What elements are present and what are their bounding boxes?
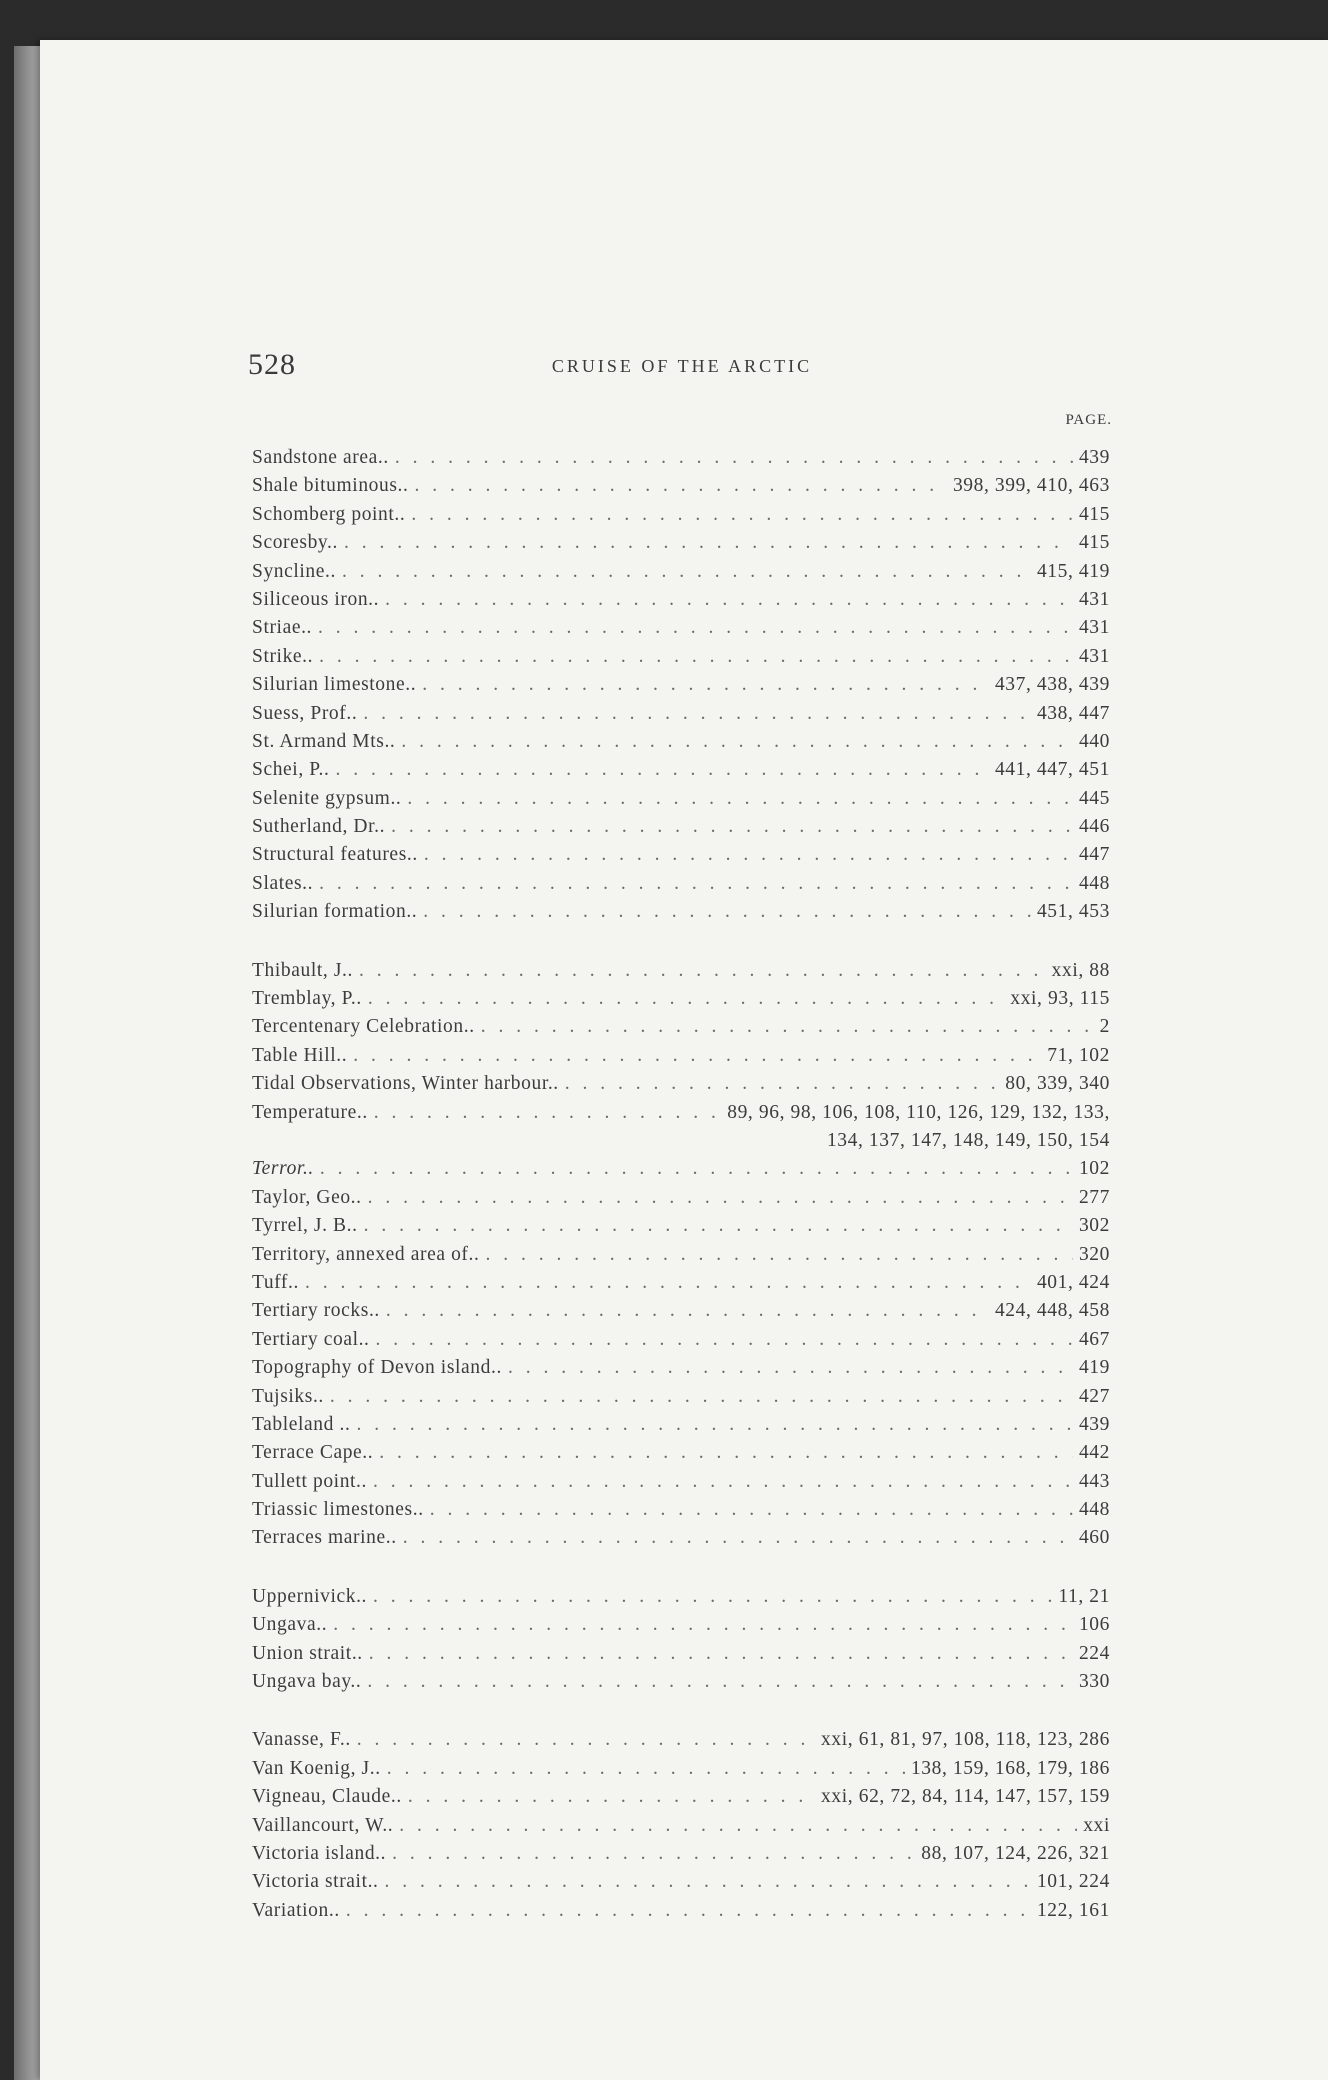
index-entry xyxy=(252,472,1110,500)
index-entry xyxy=(252,1042,1110,1070)
index-term: Territory, annexed area of.. xyxy=(252,1243,480,1265)
index-pages: 467 xyxy=(1078,1328,1110,1350)
dot-leader xyxy=(379,1439,1073,1467)
index-pages: 437, 438, 439 xyxy=(994,674,1110,696)
dot-leader xyxy=(342,558,1031,586)
index-pages: 446 xyxy=(1078,816,1110,838)
dot-leader xyxy=(415,472,947,500)
dot-leader xyxy=(387,1755,905,1783)
index-entry xyxy=(252,529,1110,557)
dot-leader xyxy=(364,1212,1073,1240)
index-entry xyxy=(252,957,1110,985)
index-term: Strike.. xyxy=(252,645,314,667)
index-term: Silurian limestone.. xyxy=(252,674,417,696)
index-pages: 431 xyxy=(1078,645,1110,667)
index-entry xyxy=(252,1812,1110,1840)
dot-leader xyxy=(422,671,989,699)
index-pages: 401, 424 xyxy=(1036,1271,1110,1293)
dot-leader xyxy=(401,728,1073,756)
index-entry xyxy=(252,501,1110,529)
dot-leader xyxy=(368,985,1005,1013)
index-pages: 442 xyxy=(1078,1442,1110,1464)
index-entry xyxy=(252,898,1110,926)
index-entry xyxy=(252,1269,1110,1297)
dot-leader xyxy=(411,501,1073,529)
index-pages: 419 xyxy=(1078,1357,1110,1379)
index-pages: xxi, 88 xyxy=(1051,959,1110,981)
index-pages: 80, 339, 340 xyxy=(1005,1073,1110,1095)
index-pages: xxi xyxy=(1083,1814,1110,1836)
index-entry xyxy=(252,700,1110,728)
index-entry xyxy=(252,1755,1110,1783)
index-term: Tullett point.. xyxy=(252,1470,368,1492)
index-term: Vanasse, F.. xyxy=(252,1729,351,1751)
index-term: Scoresby.. xyxy=(252,532,338,554)
index-entry xyxy=(252,1070,1110,1098)
index-entry xyxy=(252,1013,1110,1041)
index-pages: 320 xyxy=(1078,1243,1110,1265)
dot-leader xyxy=(330,1383,1073,1411)
index-term: Van Koenig, J.. xyxy=(252,1757,381,1779)
index-pages: 122, 161 xyxy=(1036,1899,1110,1921)
index-group xyxy=(252,957,1110,1553)
index-entry xyxy=(252,756,1110,784)
index-entry xyxy=(252,1640,1110,1668)
index-term: Schei, P.. xyxy=(252,759,330,781)
index-term: Slates.. xyxy=(252,872,314,894)
index-pages: 427 xyxy=(1078,1385,1110,1407)
dot-leader xyxy=(485,1241,1072,1269)
index-term: Triassic limestones.. xyxy=(252,1499,424,1521)
index-term: St. Armand Mts.. xyxy=(252,730,396,752)
index-entry xyxy=(252,1099,1110,1127)
index-term: Temperature.. xyxy=(252,1101,368,1123)
dot-leader xyxy=(481,1013,1094,1041)
index-entry xyxy=(252,870,1110,898)
index-term: Terraces marine.. xyxy=(252,1527,397,1549)
dot-leader xyxy=(373,1583,1052,1611)
dot-leader xyxy=(319,870,1073,898)
index-entry xyxy=(252,1297,1110,1325)
index-entry xyxy=(252,586,1110,614)
index-pages: 2 xyxy=(1099,1016,1110,1038)
index-pages: 415 xyxy=(1078,532,1110,554)
book-page xyxy=(40,40,1328,2080)
index-term: Selenite gypsum.. xyxy=(252,787,402,809)
index-pages: xxi, 62, 72, 84, 114, 147, 157, 159 xyxy=(821,1786,1110,1808)
index-entry xyxy=(252,1411,1110,1439)
dot-leader xyxy=(367,1668,1073,1696)
index-entry xyxy=(252,1212,1110,1240)
dot-leader xyxy=(391,813,1073,841)
dot-leader xyxy=(392,1840,915,1868)
dot-leader xyxy=(363,700,1031,728)
index-pages: 415 xyxy=(1078,503,1110,525)
index-term: Tertiary rocks.. xyxy=(252,1300,380,1322)
index-pages: 431 xyxy=(1078,617,1110,639)
index-entry xyxy=(252,1439,1110,1467)
index-group xyxy=(252,1726,1110,1925)
index-entry xyxy=(252,1496,1110,1524)
dot-leader xyxy=(353,1042,1041,1070)
dot-leader xyxy=(318,614,1073,642)
index-pages: 440 xyxy=(1078,730,1110,752)
index-pages: 448 xyxy=(1078,1499,1110,1521)
index-term: Victoria strait.. xyxy=(252,1871,379,1893)
index-entry xyxy=(252,1868,1110,1896)
index-pages: 71, 102 xyxy=(1047,1044,1110,1066)
index-pages: 11, 21 xyxy=(1058,1585,1110,1607)
index-entry xyxy=(252,1583,1110,1611)
index-term: Syncline.. xyxy=(252,560,336,582)
index-entry xyxy=(252,1726,1110,1754)
index-term: Tyrrel, J. B.. xyxy=(252,1215,358,1237)
index-term: Tremblay, P.. xyxy=(252,988,362,1010)
index-pages: 448 xyxy=(1078,872,1110,894)
index-term: Striae.. xyxy=(252,617,313,639)
dot-leader xyxy=(386,1297,989,1325)
index-entry xyxy=(252,1326,1110,1354)
index-entry xyxy=(252,1524,1110,1552)
index-term: Tidal Observations, Winter harbour.. xyxy=(252,1073,559,1095)
index-pages: 445 xyxy=(1078,787,1110,809)
index-entry xyxy=(252,813,1110,841)
dot-leader xyxy=(336,756,989,784)
index-term: Tableland .. xyxy=(252,1413,351,1435)
dot-leader xyxy=(408,1783,815,1811)
index-pages: xxi, 93, 115 xyxy=(1010,988,1110,1010)
dot-leader xyxy=(423,898,1031,926)
dot-leader xyxy=(403,1524,1073,1552)
index-entry xyxy=(252,1468,1110,1496)
index-entry xyxy=(252,614,1110,642)
index-term: Tuff.. xyxy=(252,1271,299,1293)
dot-leader xyxy=(333,1611,1073,1639)
index-pages: 438, 447 xyxy=(1036,702,1110,724)
dot-leader xyxy=(385,1868,1031,1896)
index-pages: 439 xyxy=(1078,1413,1110,1435)
index-term: Terror.. xyxy=(252,1158,314,1180)
index-pages: 102 xyxy=(1078,1158,1110,1180)
index-term: Silurian formation.. xyxy=(252,901,418,923)
index-pages: 138, 159, 168, 179, 186 xyxy=(910,1757,1110,1779)
dot-leader xyxy=(376,1326,1073,1354)
index-entry xyxy=(252,728,1110,756)
index-entry xyxy=(252,671,1110,699)
index-pages: 443 xyxy=(1078,1470,1110,1492)
index-term: Structural features.. xyxy=(252,844,418,866)
index-term: Sutherland, Dr.. xyxy=(252,816,386,838)
index-term: Schomberg point.. xyxy=(252,503,406,525)
dot-leader xyxy=(319,643,1073,671)
dot-leader xyxy=(373,1468,1073,1496)
index-pages: 106 xyxy=(1078,1614,1110,1636)
dot-leader xyxy=(359,957,1046,985)
index-pages: 89, 96, 98, 106, 108, 110, 126, 129, 132, 133, xyxy=(727,1101,1110,1123)
index-term: Ungava.. xyxy=(252,1614,328,1636)
dot-leader xyxy=(344,529,1073,557)
dot-leader xyxy=(368,1184,1073,1212)
index-entry xyxy=(252,841,1110,869)
index-term: Uppernivick.. xyxy=(252,1585,368,1607)
index-list xyxy=(252,444,1110,1925)
index-term: Vigneau, Claude.. xyxy=(252,1786,402,1808)
index-term: Suess, Prof.. xyxy=(252,702,358,724)
page-column-label: PAGE. xyxy=(1065,412,1112,428)
index-term: Table Hill.. xyxy=(252,1044,348,1066)
index-group xyxy=(252,1583,1110,1697)
index-entry xyxy=(252,1383,1110,1411)
index-pages: 460 xyxy=(1078,1527,1110,1549)
index-entry xyxy=(252,1783,1110,1811)
index-term: Taylor, Geo.. xyxy=(252,1186,362,1208)
index-pages: 415, 419 xyxy=(1036,560,1110,582)
index-entry xyxy=(252,1184,1110,1212)
index-pages: 447 xyxy=(1078,844,1110,866)
dot-leader xyxy=(357,1726,815,1754)
index-entry xyxy=(252,1897,1110,1925)
index-pages: 302 xyxy=(1078,1215,1110,1237)
index-term: Vaillancourt, W.. xyxy=(252,1814,394,1836)
index-term: Ungava bay.. xyxy=(252,1671,362,1693)
index-term: Sandstone area.. xyxy=(252,447,389,468)
index-entry xyxy=(252,1611,1110,1639)
dot-leader xyxy=(305,1269,1031,1297)
index-term: Shale bituminous.. xyxy=(252,475,409,497)
index-entry xyxy=(252,785,1110,813)
dot-leader xyxy=(385,586,1073,614)
index-pages: 441, 447, 451 xyxy=(994,759,1110,781)
index-entry xyxy=(252,1155,1110,1183)
index-term: Tercentenary Celebration.. xyxy=(252,1016,475,1038)
index-entry xyxy=(252,1354,1110,1382)
index-entry xyxy=(252,558,1110,586)
dot-leader xyxy=(356,1411,1073,1439)
index-pages: 424, 448, 458 xyxy=(994,1300,1110,1322)
index-group xyxy=(252,444,1110,927)
index-pages: 224 xyxy=(1078,1642,1110,1664)
index-pages: 330 xyxy=(1078,1671,1110,1693)
index-entry xyxy=(252,643,1110,671)
index-entry xyxy=(252,985,1110,1013)
index-pages: 277 xyxy=(1078,1186,1110,1208)
dot-leader xyxy=(395,444,1073,472)
dot-leader xyxy=(374,1099,721,1127)
index-pages: xxi, 61, 81, 97, 108, 118, 123, 286 xyxy=(821,1729,1110,1751)
index-entry xyxy=(252,444,1110,472)
index-entry xyxy=(252,1241,1110,1269)
index-term: Union strait.. xyxy=(252,1642,363,1664)
dot-leader xyxy=(369,1640,1073,1668)
index-pages: 431 xyxy=(1078,588,1110,610)
index-entry xyxy=(252,1668,1110,1696)
page-header xyxy=(248,348,1116,388)
dot-leader xyxy=(565,1070,1000,1098)
index-pages: 398, 399, 410, 463 xyxy=(952,475,1110,497)
index-term: Siliceous iron.. xyxy=(252,588,380,610)
index-pages: 451, 453 xyxy=(1036,901,1110,923)
dot-leader xyxy=(508,1354,1073,1382)
index-term: Thibault, J.. xyxy=(252,959,353,981)
running-head: CRUISE OF THE ARCTIC xyxy=(551,356,813,376)
index-term: Variation.. xyxy=(252,1899,340,1921)
index-pages: 88, 107, 124, 226, 321 xyxy=(921,1842,1110,1864)
dot-leader xyxy=(320,1155,1073,1183)
dot-leader xyxy=(399,1812,1077,1840)
dot-leader xyxy=(430,1496,1073,1524)
index-term: Terrace Cape.. xyxy=(252,1442,374,1464)
page-number: 528 xyxy=(248,348,296,381)
index-term: Victoria island.. xyxy=(252,1842,387,1864)
index-term: Topography of Devon island.. xyxy=(252,1357,502,1379)
dot-leader xyxy=(407,785,1073,813)
dot-leader xyxy=(346,1897,1031,1925)
index-term: Tertiary coal.. xyxy=(252,1328,370,1350)
index-entry xyxy=(252,1840,1110,1868)
index-pages: 101, 224 xyxy=(1036,1871,1110,1893)
index-term: Tujsiks.. xyxy=(252,1385,324,1407)
dot-leader xyxy=(424,841,1073,869)
index-pages-continuation: 134, 137, 147, 148, 149, 150, 154 xyxy=(826,1129,1110,1151)
index-pages: 439 xyxy=(1078,447,1110,468)
